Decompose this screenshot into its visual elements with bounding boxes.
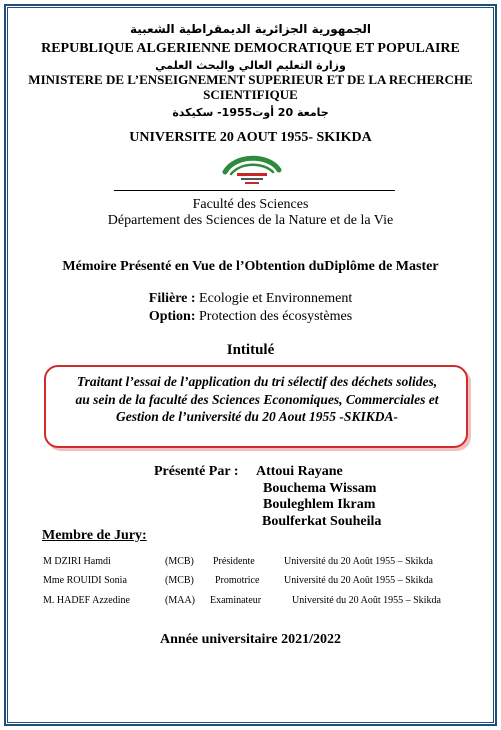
jury-member-2-affiliation: Université du 20 Août 1955 – Skikda [284, 575, 433, 586]
university-logo-icon [219, 152, 285, 188]
republic-line: REPUBLIQUE ALGERIENNE DEMOCRATIQUE ET POPULAIRE [41, 41, 460, 56]
faculty-line: Faculté des Sciences [192, 197, 309, 212]
jury-member-3-grade: (MAA) [165, 595, 195, 606]
thesis-title-line-3: Gestion de l’université du 20 Aout 1955 -SKIKDA- [116, 409, 398, 424]
jury-member-2-name: Mme ROUIDI Sonia [43, 575, 127, 586]
student-name-2: Bouchema Wissam [263, 481, 377, 496]
thesis-title-line-2: au sein de la faculté des Sciences Economiques, Commerciales et [75, 391, 439, 407]
arabic-republic-line: الجمهورية الجزائرية الديمقراطية الشعبية [129, 22, 372, 36]
memoire-line: Mémoire Présenté en Vue de l’Obtention duDiplôme de Master [62, 259, 439, 274]
thesis-title-line-1: Traitant l’essai de l’application du tri sélectif des déchets solides, [76, 374, 438, 389]
university-line: UNIVERSITE 20 AOUT 1955- SKIKDA [129, 130, 372, 145]
jury-member-3-affiliation: Université du 20 Août 1955 – Skikda [292, 595, 441, 606]
jury-member-1-grade: (MCB) [165, 556, 194, 567]
filiere-value: Ecologie et Environnement [195, 291, 353, 306]
jury-member-1-affiliation: Université du 20 Août 1955 – Skikda [284, 556, 433, 567]
jury-member-3-role: Examinateur [210, 595, 262, 606]
header-divider [114, 190, 395, 191]
department-line: Département des Sciences de la Nature et de la Vie [107, 213, 394, 228]
jury-heading: Membre de Jury: [42, 528, 147, 543]
thesis-title [54, 373, 460, 426]
jury-member-1-role: Présidente [213, 556, 255, 567]
arabic-ministry-line: وزارة التعليم العالي والبحث العلمي [155, 59, 346, 72]
jury-member-2-grade: (MCB) [165, 575, 194, 586]
ministry-line-2: SCIENTIFIQUE [203, 87, 298, 102]
arabic-university-line: جامعة 20 أوت1955- سكيكدة [172, 106, 329, 119]
option-label: Option: [148, 309, 196, 324]
option-line [0, 309, 501, 325]
academic-year: Année universitaire 2021/2022 [160, 632, 341, 647]
option-value: Protection des écosystèmes [195, 309, 353, 324]
filiere-label: Filière : [148, 291, 196, 306]
student-name-1: Attoui Rayane [256, 464, 343, 479]
ministry-line-1: MINISTERE DE L’ENSEIGNEMENT SUPERIEUR ET DE LA RECHERCHE [28, 72, 473, 87]
filiere-line [0, 291, 501, 307]
jury-member-1-name: M DZIRI Hamdi [43, 556, 111, 567]
jury-member-3-name: M. HADEF Azzedine [43, 595, 130, 606]
jury-member-2-role: Promotrice [215, 575, 260, 586]
intitule-heading: Intitulé [226, 342, 275, 358]
student-name-3: Bouleghlem Ikram [263, 497, 376, 512]
presented-by-label: Présenté Par : [154, 464, 239, 479]
student-name-4: Boulferkat Souheila [262, 514, 382, 529]
